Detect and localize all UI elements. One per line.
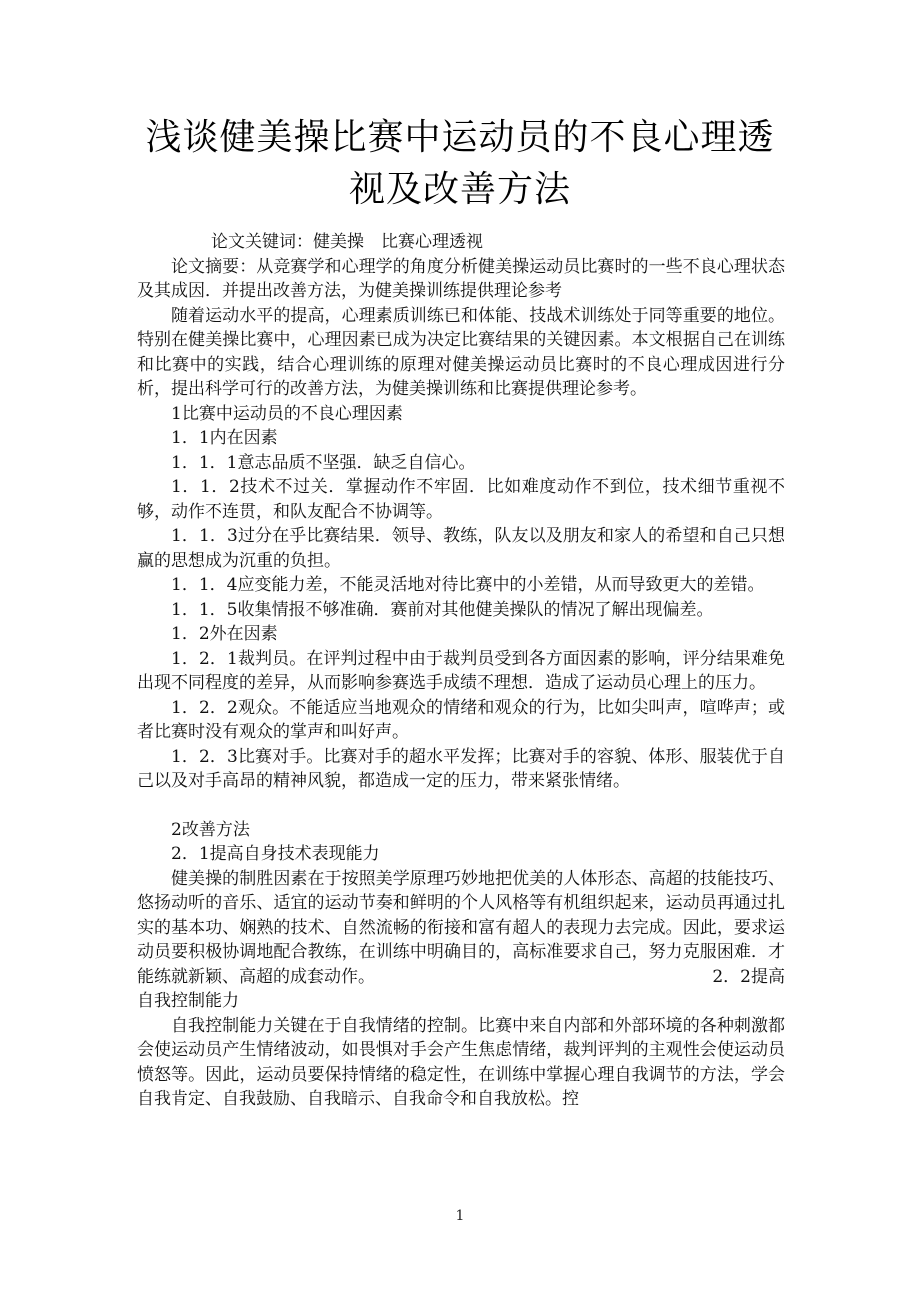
subsection-heading-1-2: 1．2外在因素	[171, 624, 278, 644]
subsection-heading-2-2-part-a: 2．2提高	[712, 966, 785, 987]
item-1-1-3: 1．1．3过分在乎比赛结果．领导、教练，队友以及朋友和家人的希望和自己只想赢的思想成为沉重的负担。	[137, 526, 785, 571]
subsection-heading-2-1: 2．1提高自身技术表现能力	[171, 844, 380, 864]
section-heading-2: 2改善方法	[171, 819, 250, 840]
intro-paragraph: 随着运动水平的提高，心理素质训练已和体能、技战术训练处于同等重要的地位。特别在健美操比赛中，心理因素已成为决定比赛结果的关键因素。本文根据自己在训练和比赛中的实践，结合心理训练的原理对健美操运动员比赛时的不良心理成因进行分析，提出科学可行的改善方法，为健美操训练和比赛提供理论参考。	[137, 305, 785, 399]
section-heading-1: 1比赛中运动员的不良心理因素	[171, 403, 403, 424]
item-1-1-1: 1．1．1意志品质不坚强．缺乏自信心。	[171, 452, 476, 473]
title-line-1: 浅谈健美操比赛中运动员的不良心理透	[145, 117, 775, 158]
page-number: 1	[455, 1208, 465, 1224]
item-1-1-4: 1．1．4应变能力差，不能灵活地对待比赛中的小差错，从而导致更大的差错。	[171, 575, 765, 595]
document-body	[137, 230, 785, 1112]
abstract: 论文摘要：从竞赛学和心理学的角度分析健美操运动员比赛时的一些不良心理状态及其成因．并提出改善方法，为健美操训练提供理论参考	[137, 256, 785, 301]
item-1-2-1: 1．2．1裁判员。在评判过程中由于裁判员受到各方面因素的影响，评分结果难免出现不同程度的差异，从而影响参赛选手成绩不理想．造成了运动员心理上的压力。	[137, 648, 785, 693]
paragraph-2-2: 自我控制能力关键在于自我情绪的控制。比赛中来自内部和外部环境的各种刺激都会使运动员产生情绪波动，如畏惧对手会产生焦虑情绪，裁判评判的主观性会使运动员愤怒等。因此，运动员要保持情绪的稳定性，在训练中掌握心理自我调节的方法，学会自我肯定、自我鼓励、自我暗示、自我命令和自我放松。控	[137, 1015, 785, 1109]
item-1-1-2: 1．1．2技术不过关．掌握动作不牢固．比如难度动作不到位，技术细节重视不够，动作不连贯，和队友配合不协调等。	[137, 477, 785, 522]
subsection-heading-2-2-part-b: 自我控制能力	[137, 991, 239, 1011]
item-1-1-5: 1．1．5收集情报不够准确．赛前对其他健美操队的情况了解出现偏差。	[171, 599, 714, 620]
item-1-2-2: 1．2．2观众。不能适应当地观众的情绪和观众的行为，比如尖叫声，喧哗声；或者比赛时没有观众的掌声和叫好声。	[137, 697, 785, 742]
paragraph-2-1	[137, 867, 785, 990]
title-line-2: 视及改善方法	[348, 169, 571, 210]
item-1-2-3: 1．2．3比赛对手。比赛对手的超水平发挥；比赛对手的容貌、体形、服装优于自己以及对手高昂的精神风貌，都造成一定的压力，带来紧张情绪。	[137, 746, 785, 791]
keywords: 论文关键词：健美操 比赛心理透视	[211, 232, 483, 252]
paragraph-2-1-text: 健美操的制胜因素在于按照美学原理巧妙地把优美的人体形态、高超的技能技巧、悠扬动听的音乐、适宜的运动节奏和鲜明的个人风格等有机组织起来，运动员再通过扎实的基本功、娴熟的技术、自然流畅的衔接和富有超人的表现力去完成。因此，要求运动员要积极协调地配合教练，在训练中明确目的，高标准要求自己，努力克服困难．才能练就新颖、高超的成套动作。	[137, 868, 785, 987]
document-title	[120, 112, 800, 216]
subsection-heading-1-1: 1．1内在因素	[171, 428, 278, 448]
